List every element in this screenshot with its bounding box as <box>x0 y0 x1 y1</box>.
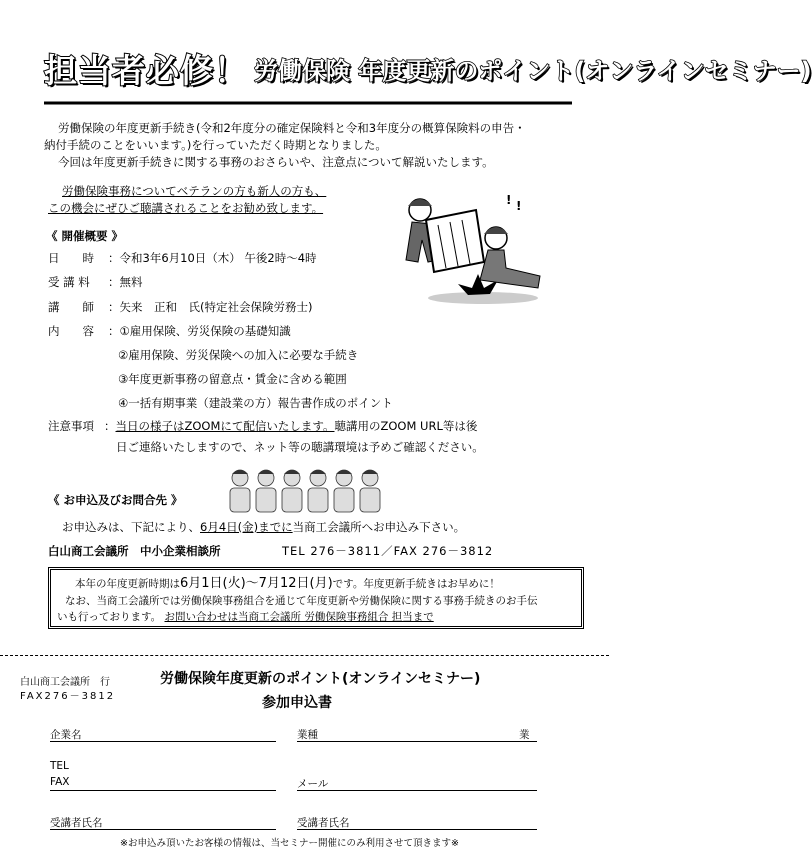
intro-line1: 労働保険の年度更新手続き(令和2年度分の確定保険料と令和3年度分の概算保険料の申告・ <box>58 121 526 135</box>
staff-illustration <box>228 466 386 514</box>
mail-field[interactable] <box>297 790 537 791</box>
content-item-1: ：①雇用保険、労災保険の基礎知識 <box>108 324 291 338</box>
date-label: 日 時 <box>48 251 94 265</box>
content-label: 内 容 <box>48 324 94 338</box>
contact-heading: 《 お申込及びお問合先 》 <box>48 493 183 507</box>
title-sub: 労働保険 年度更新のポイント(オンラインセミナー) <box>254 56 812 85</box>
fee-value: ：無料 <box>108 275 143 289</box>
lecturer-value: ：矢来 正和 氏(特定社会保険労務士) <box>108 300 313 314</box>
content-item-2: ②雇用保険、労災保険への加入に必要な手続き <box>118 348 359 362</box>
contact-office: 白山商工会議所 中小企業相談所 <box>48 544 221 558</box>
intro-line3: 今回は年度更新手続きに関する事務のおさらいや、注意点について解説いたします。 <box>58 155 494 169</box>
intro-line2: 納付手続のことをいいます。)を行っていただく時期となりました。 <box>44 138 387 152</box>
attendee2-label: 受講者氏名 <box>297 817 350 829</box>
workers-illustration <box>388 180 546 310</box>
overview-heading: 《 開催概要 》 <box>46 229 124 243</box>
form-title: 労働保険年度更新のポイント(オンラインセミナー) <box>160 671 481 687</box>
fax-label: FAX <box>50 776 70 788</box>
tel-fax-field[interactable] <box>50 790 276 791</box>
attendee1-label: 受講者氏名 <box>50 817 103 829</box>
industry-label: 業種 <box>297 729 318 741</box>
box <box>426 210 484 272</box>
content-item-4: ④一括有期事業（建設業の方）報告書作成のポイント <box>118 396 393 410</box>
form-to: 白山商工会議所 行 <box>20 677 110 688</box>
recommend-line2: この機会にぜひご聴講されることをお勧め致します。 <box>48 201 324 215</box>
industry-field[interactable] <box>297 741 537 742</box>
form-fax: FAX276－3812 <box>20 691 116 702</box>
lecturer-label: 講 師 <box>48 300 94 314</box>
attendee1-field[interactable] <box>50 829 276 830</box>
mail-label: メール <box>297 778 329 790</box>
notice-box <box>48 567 584 629</box>
attendee2-field[interactable] <box>297 829 537 830</box>
form-footer: ※お申込み頂いたお客様の情報は、当セミナー開催にのみ利用させて頂きます※ <box>120 838 459 849</box>
notice-line2: なお、当商工会議所では労働保険事務組合を通じて年度更新や労働保険に関する事務手続きのお手伝 <box>65 594 538 607</box>
title-underline <box>44 100 572 106</box>
title-banner <box>44 38 812 98</box>
notes-line1: ：当日の様子はZOOMにて配信いたします。聴講用のZOOM URL等は後 <box>104 419 478 433</box>
industry-suffix: 業 <box>519 729 530 741</box>
tel-label: TEL <box>50 760 69 772</box>
form-subtitle: 参加申込書 <box>262 695 332 711</box>
title-main: 担当者必修！ <box>44 50 248 90</box>
contact-line1: お申込みは、下記により、6月4日(金)までに当商工会議所へお申込み下さい。 <box>62 520 466 534</box>
cut-line <box>0 655 609 656</box>
company-field[interactable] <box>50 741 276 742</box>
content-item-3: ③年度更新事務の留意点・賃金に含める範囲 <box>118 372 347 386</box>
notice-line1: 本年の年度更新時期は6月1日(火)～7月12日(月)です。年度更新手続きはお早めに！ <box>75 576 500 591</box>
recommend-line1: 労働保険事務についてベテランの方も新人の方も、 <box>62 184 327 198</box>
svg-text:!: ! <box>506 193 512 207</box>
notes-line2: 日ご連絡いたしますので、ネット等の聴講環境は予めご確認ください。 <box>116 440 484 454</box>
notes-label: 注意事項 <box>48 419 94 433</box>
company-label: 企業名 <box>50 729 82 741</box>
fee-label: 受 講 料 <box>48 275 90 289</box>
svg-text:!: ! <box>516 199 522 213</box>
contact-phone: TEL 276－3811／FAX 276－3812 <box>282 544 494 558</box>
notice-line3: いも行っております。 お問い合わせは当商工会議所 労働保険事務組合 担当まで <box>57 611 434 623</box>
date-value: ：令和3年6月10日（木） 午後2時～4時 <box>108 251 317 265</box>
worker-right <box>480 227 540 288</box>
